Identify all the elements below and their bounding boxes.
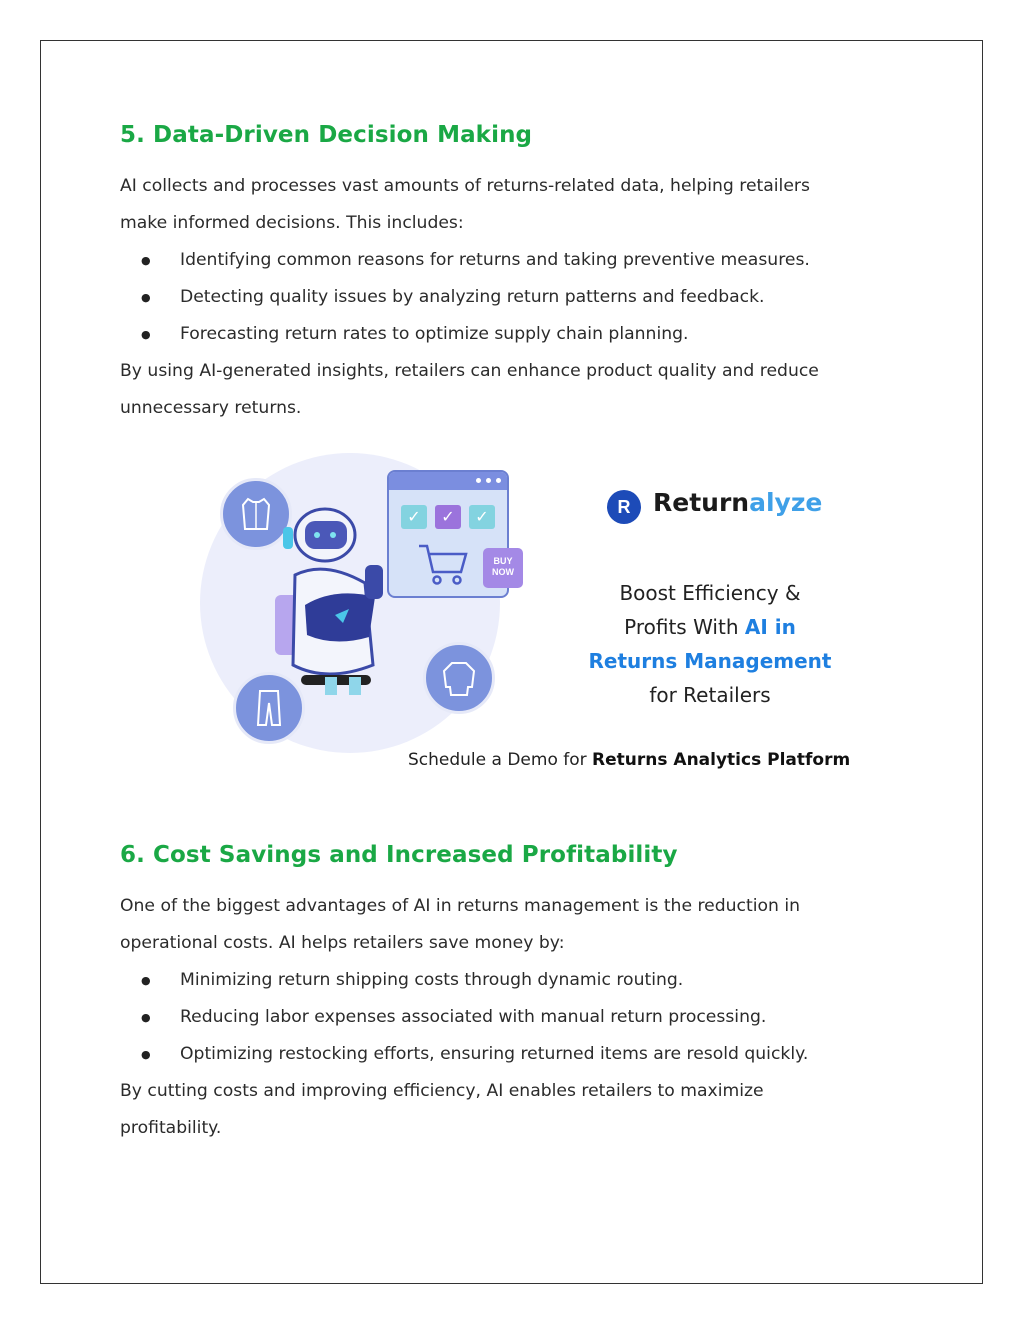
schedule-demo-link[interactable]: Schedule a Demo for Returns Analytics Platform	[408, 750, 851, 770]
bullet-list	[120, 242, 920, 353]
list-item: ● Optimizing restocking efforts, ensuring returned items are resold quickly.	[120, 1036, 920, 1073]
buy-now-tag: BUY NOW	[483, 548, 523, 588]
section-cost-savings	[120, 842, 920, 868]
logo-mark: R	[607, 490, 641, 524]
logo-wordmark: Returnalyze	[653, 488, 823, 517]
section-heading: 5. Data-Driven Decision Making	[120, 122, 533, 148]
section-6-body	[120, 888, 920, 1147]
list-item: ● Identifying common reasons for returns and taking preventive measures.	[120, 242, 920, 279]
section-heading: 6. Cost Savings and Increased Profitability	[120, 842, 678, 868]
list-item: ● Reducing labor expenses associated with manual return processing.	[120, 999, 920, 1036]
list-item: ● Detecting quality issues by analyzing return patterns and feedback.	[120, 279, 920, 316]
paragraph-line: By cutting costs and improving efficiency, AI enables retailers to maximize	[120, 1081, 764, 1101]
paragraph-line: AI collects and processes vast amounts of returns-related data, helping retailers	[120, 176, 810, 196]
paragraph-line: unnecessary returns.	[120, 398, 302, 418]
sweater-icon	[423, 642, 495, 714]
paragraph-line: By using AI-generated insights, retailers can enhance product quality and reduce	[120, 361, 819, 381]
check-icon: ✓	[401, 505, 427, 529]
robot-illustration	[265, 505, 425, 715]
bullet-list	[120, 962, 920, 1073]
paragraph-line: One of the biggest advantages of AI in returns management is the reduction in	[120, 896, 801, 916]
returnalyze-banner[interactable]	[195, 450, 855, 780]
list-item: ● Forecasting return rates to optimize supply chain planning.	[120, 316, 920, 353]
section-5-body	[120, 168, 920, 427]
paragraph-line: operational costs. AI helps retailers save money by:	[120, 933, 565, 953]
check-icon: ✓	[435, 505, 461, 529]
banner-tagline: Boost Efficiency & Profits With AI in Returns Management for Retailers	[588, 581, 832, 707]
paragraph-line: make informed decisions. This includes:	[120, 213, 464, 233]
paragraph-line: profitability.	[120, 1118, 222, 1138]
section-data-driven	[120, 122, 920, 148]
check-icon: ✓	[469, 505, 495, 529]
list-item: ● Minimizing return shipping costs through dynamic routing.	[120, 962, 920, 999]
